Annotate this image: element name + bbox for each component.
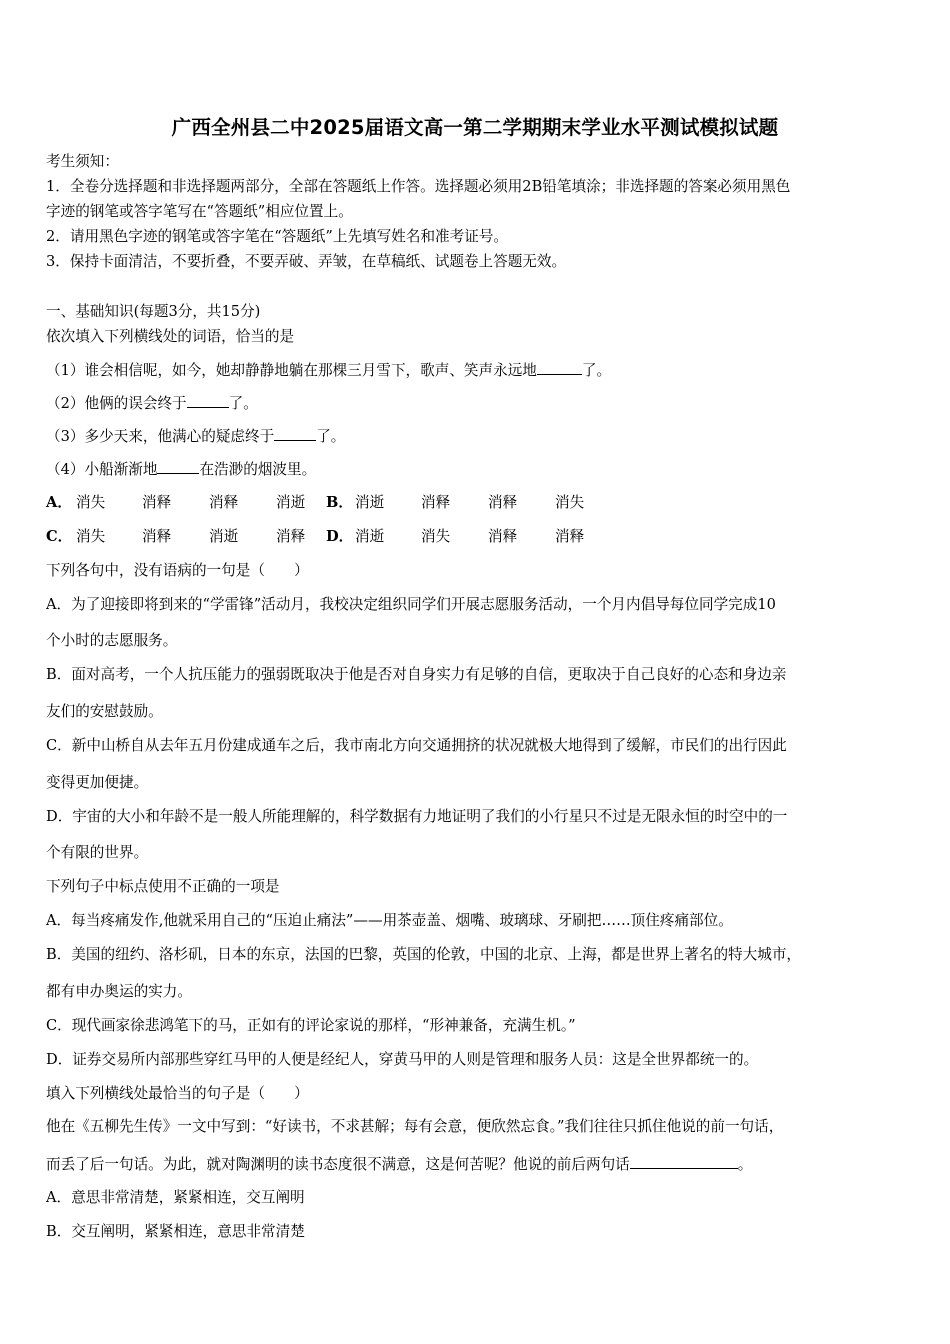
sentence-text: 在浩渺的烟波里。 [199, 461, 317, 478]
answer-blank [274, 426, 316, 441]
option-word: 消释 [142, 494, 172, 511]
option-label-c: C． [46, 528, 73, 545]
option-text: 都有申办奥运的实力。 [46, 983, 192, 1000]
option-text: B．美国的纽约、洛杉矶，日本的东京，法国的巴黎，英国的伦敦，中国的北京、上海，都是世界上著名的特大城市， [46, 946, 802, 963]
sentence [46, 393, 906, 414]
option-word: 消释 [488, 528, 518, 545]
answer-blank [537, 360, 582, 375]
sentence-text: （1）谁会相信呢，如今，她却静静地躺在那棵三月雪下，歌声、笑声永远地 [46, 362, 537, 379]
sentence [46, 426, 906, 447]
option-word: 消释 [421, 494, 451, 511]
option-word: 消逝 [355, 494, 385, 511]
option-text: 变得更加便捷。 [46, 774, 149, 791]
option-word: 消释 [209, 494, 239, 511]
option-text: C．新中山桥自从去年五月份建成通车之后，我市南北方向交通拥挤的状况就极大地得到了缓解，市民们的出行因此 [46, 737, 787, 754]
option-word: 消失 [555, 494, 585, 511]
option-label-b: B． [326, 494, 353, 511]
option-text: A．为了迎接即将到来的“学雷锋”活动月，我校决定组织同学们开展志愿服务活动，一个月内倡导每位同学完成10 [46, 596, 776, 613]
passage-text: 他在《五柳先生传》一文中写到：“好读书，不求甚解；每有会意，便欣然忘食。”我们往往只抓住他说的前一句话， [46, 1118, 784, 1135]
sentence-text: 了。 [228, 395, 258, 412]
answer-blank [630, 1154, 738, 1169]
option-text: C．现代画家徐悲鸿笔下的马，正如有的评论家说的那样，“形神兼备，充满生机。” [46, 1017, 576, 1034]
sentence [46, 459, 906, 480]
sentence [46, 360, 906, 381]
option-text: 个小时的志愿服务。 [46, 632, 178, 649]
option-word: 消逝 [276, 494, 306, 511]
notice-item: 3．保持卡面清洁，不要折叠，不要弄破、弄皱，在草稿纸、试题卷上答题无效。 [46, 253, 567, 270]
option-word: 消释 [555, 528, 585, 545]
page-title: 广西全州县二中2025届语文高一第二学期期末学业水平测试模拟试题 [171, 116, 779, 139]
sentence-text: 。 [737, 1156, 753, 1173]
option-label-a: A． [46, 494, 72, 511]
option-word: 消释 [142, 528, 172, 545]
question-stem: 下列句子中标点使用不正确的一项是 [46, 878, 280, 895]
option-word: 消逝 [209, 528, 239, 545]
notice-header: 考生须知： [46, 153, 119, 170]
option-text: D．宇宙的大小和年龄不是一般人所能理解的，科学数据有力地证明了我们的小行星只不过是无限永恒的时空中的一 [46, 808, 788, 825]
sentence-text: （2）他俩的误会终于 [46, 395, 187, 412]
option-text: 友们的安慰鼓励。 [46, 703, 163, 720]
question-stem: 填入下列横线处最恰当的句子是（ ） [46, 1085, 309, 1102]
option-word: 消失 [421, 528, 451, 545]
option-text: B．交互阐明，紧紧相连，意思非常清楚 [46, 1223, 305, 1240]
passage-text [46, 1154, 906, 1175]
answer-blank [157, 459, 199, 474]
question-stem: 依次填入下列横线处的词语，恰当的是 [46, 328, 295, 345]
option-text: A．意思非常清楚，紧紧相连，交互阐明 [46, 1189, 305, 1206]
option-text: 个有限的世界。 [46, 844, 149, 861]
sentence-text: （4）小船渐渐地 [46, 461, 158, 478]
section-heading: 一、基础知识(每题3分，共15分) [46, 303, 261, 320]
sentence-text: 了。 [581, 362, 612, 379]
notice-item: 字迹的钢笔或答字笔写在“答题纸”相应位置上。 [46, 203, 353, 220]
option-text: A．每当疼痛发作,他就采用自己的“压迫止痛法”——用茶壶盖、烟嘴、玻璃球、牙刷把……顶住疼痛部位。 [46, 912, 733, 929]
option-word: 消失 [76, 528, 106, 545]
option-word: 消逝 [355, 528, 385, 545]
notice-item: 2．请用黑色字迹的钢笔或答字笔在“答题纸”上先填写姓名和准考证号。 [46, 228, 509, 245]
option-word: 消失 [76, 494, 106, 511]
option-word: 消释 [488, 494, 518, 511]
option-text: D．证券交易所内部那些穿红马甲的人便是经纪人，穿黄马甲的人则是管理和服务人员：这是全世界都统一的。 [46, 1051, 759, 1068]
sentence-text: 而丢了后一句话。为此，就对陶渊明的读书态度很不满意，这是何苦呢？他说的前后两句话 [46, 1156, 630, 1173]
sentence-text: （3）多少天来，他满心的疑虑终于 [46, 428, 275, 445]
option-word: 消释 [276, 528, 306, 545]
notice-item: 1．全卷分选择题和非选择题两部分，全部在答题纸上作答。选择题必须用2B铅笔填涂；非选择题的答案必须用黑色 [46, 178, 791, 195]
sentence-text: 了。 [316, 428, 346, 445]
option-label-d: D． [326, 528, 354, 545]
option-text: B．面对高考，一个人抗压能力的强弱既取决于他是否对自身实力有足够的自信，更取决于自己良好的心态和身边亲 [46, 666, 787, 683]
answer-blank [187, 393, 229, 408]
question-stem: 下列各句中，没有语病的一句是（ ） [46, 562, 309, 579]
